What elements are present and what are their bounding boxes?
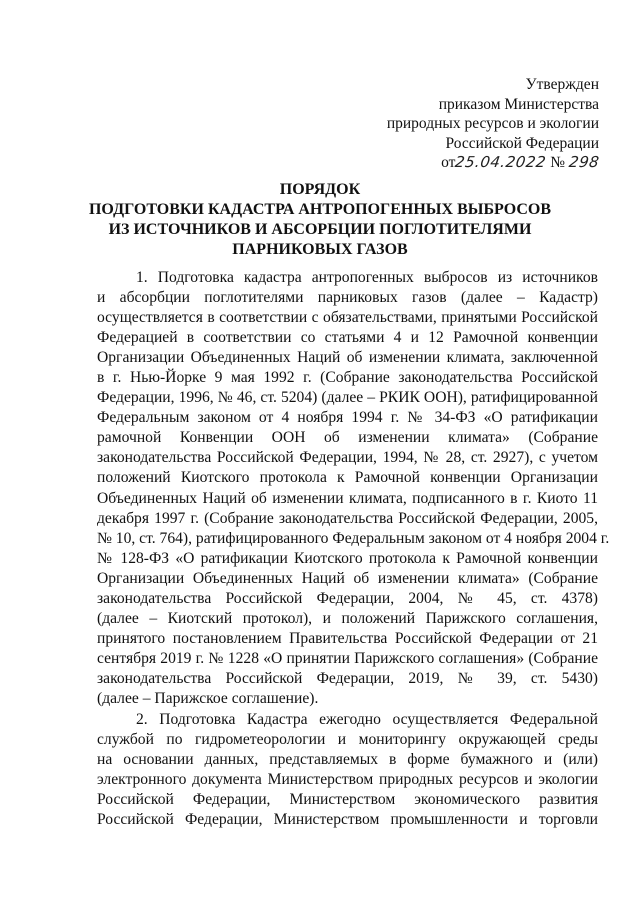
paragraph-line: электронного документа Министерством природных ресурсов и экологии <box>97 771 598 789</box>
paragraph-line: осуществляется в соответствии с обязательствами, принятыми Российской <box>97 309 598 327</box>
paragraph-line: Федерацией в соответствии со статьями 4 и 12 Рамочной конвенции <box>97 329 598 347</box>
paragraph-line: декабря 1997 г. (Собрание законодательства Российской Федерации, 2005, <box>97 509 598 527</box>
paragraph-line: законодательства Российской Федерации, 2019, № 39, ст. 5430) <box>97 669 598 687</box>
approval-block <box>387 75 599 173</box>
handwritten-date: 25.04.2022 <box>454 153 548 171</box>
paragraph-line: Объединенных Наций об изменении климата, подписанного в г. Киото 11 <box>97 489 598 507</box>
approval-line-country: Российской Федерации <box>445 134 599 152</box>
paragraph-2 <box>97 710 598 830</box>
paragraph-line: рамочной Конвенции ООН об изменении климата» (Собрание <box>97 429 598 447</box>
paragraph-line: 2. Подготовка Кадастра ежегодно осуществляется Федеральной <box>136 711 598 729</box>
paragraph-line: № 128-ФЗ «О ратификации Киотского протокола к Рамочной конвенции <box>97 549 598 567</box>
approval-date-line <box>387 153 599 173</box>
approval-line-ministry: природных ресурсов и экологии <box>386 115 599 132</box>
approval-line-approved: Утвержден <box>525 76 599 93</box>
approval-line-order: приказом Министерства <box>438 95 599 113</box>
paragraph-line: № 10, ст. 764), ратифицированного Федеральным законом от 4 ноября 2004 г. <box>97 529 610 547</box>
paragraph-line: в г. Нью-Йорке 9 мая 1992 г. (Собрание законодательства Российской <box>97 369 598 387</box>
title-line-3: ИЗ ИСТОЧНИКОВ И АБСОРБЦИИ ПОГЛОТИТЕЛЯМИ <box>108 221 532 238</box>
paragraph-line: законодательства Российской Федерации, 2004, № 45, ст. 4378) <box>97 589 598 607</box>
title-line-1: ПОРЯДОК <box>279 181 361 198</box>
document-title <box>0 180 640 260</box>
handwritten-number: 298 <box>567 153 601 171</box>
paragraph-line: Организации Объединенных Наций об изменении климата, заключенной <box>97 349 598 367</box>
number-sign: № <box>550 154 565 171</box>
title-line-4: ПАРНИКОВЫХ ГАЗОВ <box>232 241 408 258</box>
paragraph-line: (далее – Киотский протокол), и положений Парижского соглашения, <box>97 609 598 627</box>
paragraph-line: Федеральным законом от 4 ноября 1994 г. № 34-ФЗ «О ратификации <box>97 409 598 427</box>
document-body <box>97 268 610 830</box>
paragraph-line: сентября 2019 г. № 1228 «О принятии Парижского соглашения» (Собрание <box>97 649 598 667</box>
paragraph-line: Организации Объединенных Наций об изменении климата» (Собрание <box>97 569 598 587</box>
paragraph-line: положений Киотского протокола к Рамочной конвенции Организации <box>97 469 598 487</box>
date-prefix: от <box>441 154 456 171</box>
paragraph-line: службой по гидрометеорологии и мониторингу окружающей среды <box>97 731 598 749</box>
title-line-2: ПОДГОТОВКИ КАДАСТРА АНТРОПОГЕННЫХ ВЫБРОСОВ <box>88 201 552 218</box>
paragraph-line: принятого постановлением Правительства Российской Федерации от 21 <box>97 629 598 647</box>
paragraph-line: 1. Подготовка кадастра антропогенных выбросов из источников <box>136 269 598 286</box>
paragraph-line: Российской Федерации, Министерством промышленности и торговли <box>97 811 598 829</box>
paragraph-1 <box>97 268 610 709</box>
paragraph-line: Федерации, 1996, № 46, ст. 5204) (далее – РКИК ООН), ратифицированной <box>97 389 598 407</box>
paragraph-line: (далее – Парижское соглашение). <box>97 689 319 707</box>
paragraph-line: на основании данных, представляемых в форме бумажного и (или) <box>97 751 598 769</box>
paragraph-line: и абсорбции поглотителями парниковых газов (далее – Кадастр) <box>97 289 598 307</box>
paragraph-line: Российской Федерации, Министерством экономического развития <box>97 791 598 809</box>
paragraph-line: законодательства Российской Федерации, 1994, № 28, ст. 2927), с учетом <box>97 449 598 467</box>
